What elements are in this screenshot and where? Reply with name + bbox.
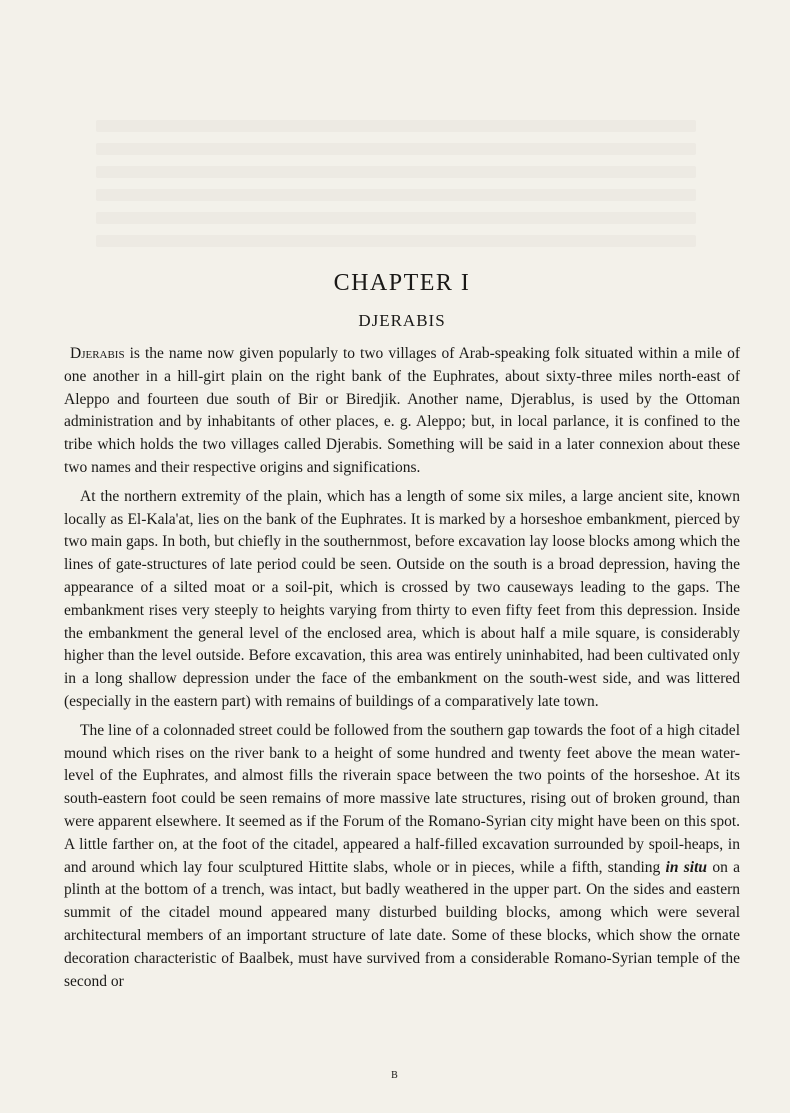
paragraph-3 [64, 720, 740, 994]
chapter-heading: CHAPTER I [333, 270, 471, 296]
paragraph-3-italic: in situ [665, 858, 708, 876]
lead-word: Djerabis [70, 345, 125, 362]
show-through-from-reverse [0, 0, 790, 270]
paragraph-3-text-before: The line of a colonnaded street could be followed from the southern gap towards the foot of a high citadel mound which rises on the river bank to a height of some hundred and twenty feet above the mean water-level of the Euphrates, and almost fills the riverain space between the two points of the horseshoe. At its south-eastern foot could be seen remains of more massive late structures, rising out of broken ground, than were apparent elsewhere. It seemed as if the Forum of the Romano-Syrian city might have been on this spot. A little farther on, at the foot of the citadel, appeared a half-filled excavation surrounded by spoil-heaps, in and around which lay four sculptured Hittite slabs, whole or in pieces, while a fifth, standing [64, 721, 740, 876]
paragraph-1 [64, 343, 740, 480]
paragraph-1-text: is the name now given popularly to two villages of Arab-speaking folk situated within a mile of one another in a hill-girt plain on the right bank of the Euphrates, about sixty-three miles north-east of Aleppo and fourteen due south of Bir or Biredjik. Another name, Djerablus, is used by the Ottoman administration and by inhabitants of other places, e. g. Aleppo; but, in local parlance, it is confined to the tribe which holds the two villages called Djerabis. Something will be said in a later connexion about these two names and their respective origins and significations. [64, 345, 740, 476]
page-body [64, 270, 740, 999]
chapter-subtitle: DJERABIS [358, 311, 446, 330]
paragraph-2: At the northern extremity of the plain, which has a length of some six miles, a large ancient site, known locally as El-Kala'at, lies on the bank of the Euphrates. It is marked by a horseshoe embankment, pierced by two main gaps. In both, but chiefly in the southernmost, before excavation lay loose blocks among which the lines of gate-structures of late period could be seen. Outside on the south is a broad depression, having the appearance of a silted moat or a soil-pit, which is crossed by two causeways leading to the gaps. The embankment rises very steeply to heights varying from thirty to even fifty feet from this depression. Inside the embankment the general level of the enclosed area, which is about half a mile square, is considerably higher than the level outside. Before excavation, this area was entirely uninhabited, had been cultivated only in a long shallow depression under the face of the embankment on the south-west side, and was littered (especially in the eastern part) with remains of buildings of a comparatively late town. [64, 487, 740, 710]
signature-mark: B [391, 1070, 399, 1081]
paragraph-3-text-after: on a plinth at the bottom of a trench, was intact, but badly weathered in the upper part. On the sides and eastern summit of the citadel mound appeared many disturbed building blocks, among which were several architectural members of an important structure of late date. Some of these blocks, which show the ornate decoration characteristic of Baalbek, must have survived from a considerable Romano-Syrian temple of the second or [64, 858, 740, 990]
